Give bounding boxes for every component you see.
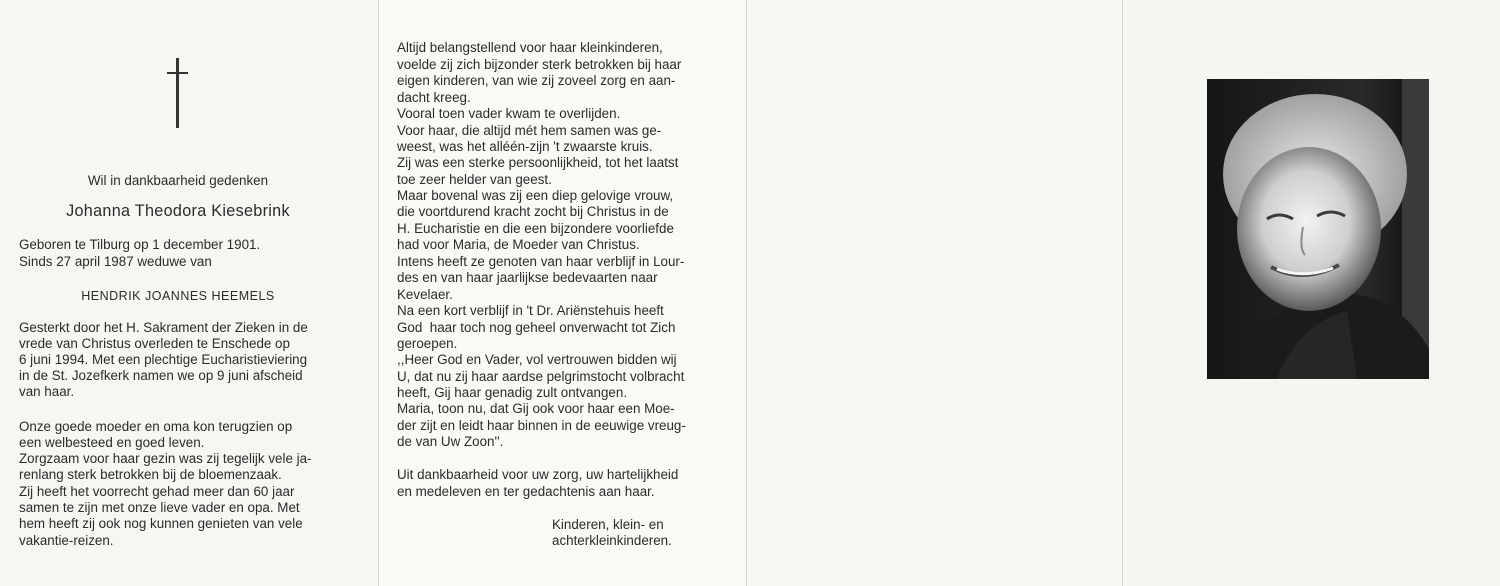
text-line: 6 juni 1994. Met een plechtige Eucharistieviering (19, 352, 308, 367)
text-line: had voor Maria, de Moeder van Christus. (397, 237, 640, 252)
text-line: vakantie-reizen. (19, 533, 114, 548)
text-line: Vooral toen vader kwam te overlijden. (397, 106, 621, 121)
text-line: dacht kreeg. (397, 90, 471, 105)
blank-card-panel (746, 0, 1122, 586)
text-line: vrede van Christus overleden te Enschede op (19, 336, 290, 351)
text-line: Kevelaer. (397, 287, 453, 302)
text-line: toe zeer helder van geest. (397, 172, 552, 187)
text-line: weest, was het alléén-zijn 't zwaarste kruis. (397, 139, 653, 154)
text-line: Intens heeft ze genoten van haar verblijf in Lour- (397, 254, 685, 269)
portrait-photo-icon (1207, 79, 1429, 379)
text-line: van haar. (19, 384, 75, 399)
text-line: Na een kort verblijf in 't Dr. Ariënstehuis heeft (397, 303, 664, 318)
text-line: heeft, Gij haar genadig zult ontvangen. (397, 385, 628, 400)
text-line: in de St. Jozefkerk namen we op 9 juni afscheid (19, 368, 303, 383)
birth-line: Geboren te Tilburg op 1 december 1901. (19, 237, 261, 252)
text-line: hem heeft zij ook nog kunnen genieten van vele (19, 516, 303, 531)
text-line: U, dat nu zij haar aardse pelgrimstocht volbracht (397, 369, 685, 384)
text-line: God haar toch nog geheel onverwacht tot Zich (397, 320, 676, 335)
husband-name: HENDRIK JOANNES HEEMELS (81, 289, 275, 303)
text-line: renlang sterk betrokken bij de bloemenzaak. (19, 467, 282, 482)
text-line: samen te zijn met onze lieve vader en opa. Met (19, 500, 300, 515)
text-line: H. Eucharistie en die een bijzondere voorliefde (397, 221, 674, 236)
intro-text: Wil in dankbaarheid gedenken (87, 173, 269, 188)
text-line: Onze goede moeder en oma kon terugzien op (19, 419, 293, 434)
text-line: Maria, toon nu, dat Gij ook voor haar een Moe- (397, 401, 675, 416)
text-line: eigen kinderen, van wie zij zoveel zorg en aan- (397, 73, 676, 88)
fold-line (1122, 0, 1123, 586)
text-line: Uit dankbaarheid voor uw zorg, uw hartelijkheid (397, 467, 679, 482)
text-line: die voortdurend kracht zocht bij Christus in de (397, 204, 669, 219)
text-line: Voor haar, die altijd mét hem samen was ge- (397, 123, 662, 138)
text-line: Zij heeft het voorrecht gehad meer dan 60 jaar (19, 484, 295, 499)
text-line: der zijt en leidt haar binnen in de eeuwige vreug- (397, 418, 686, 433)
deceased-name: Johanna Theodora Kiesebrink (66, 202, 290, 220)
text-line: Kinderen, klein- en (552, 517, 664, 532)
text-line: en medeleven en ter gedachtenis aan haar. (397, 484, 655, 499)
text-line: Zij was een sterke persoonlijkheid, tot het laatst (397, 155, 679, 170)
text-line: ,,Heer God en Vader, vol vertrouwen bidden wij (397, 352, 677, 367)
text-line: de van Uw Zoon''. (397, 434, 504, 449)
text-line: Gesterkt door het H. Sakrament der Zieken in de (19, 320, 308, 335)
text-line: voelde zij zich bijzonder sterk betrokken bij haar (397, 57, 682, 72)
text-line: een welbesteed en goed leven. (19, 435, 205, 450)
text-line: Maar bovenal was zij een diep gelovige vrouw, (397, 188, 674, 203)
text-line: achterkleinkinderen. (552, 533, 672, 548)
text-line: des en van haar jaarlijkse bedevaarten naar (397, 270, 658, 285)
text-line: Altijd belangstellend voor haar kleinkinderen, (397, 40, 663, 55)
widow-line: Sinds 27 april 1987 weduwe van (19, 254, 212, 269)
text-line: Zorgzaam voor haar gezin was zij tegelijk vele ja- (19, 451, 312, 466)
fold-line (378, 0, 379, 586)
text-line: geroepen. (397, 336, 458, 351)
fold-line (746, 0, 747, 586)
